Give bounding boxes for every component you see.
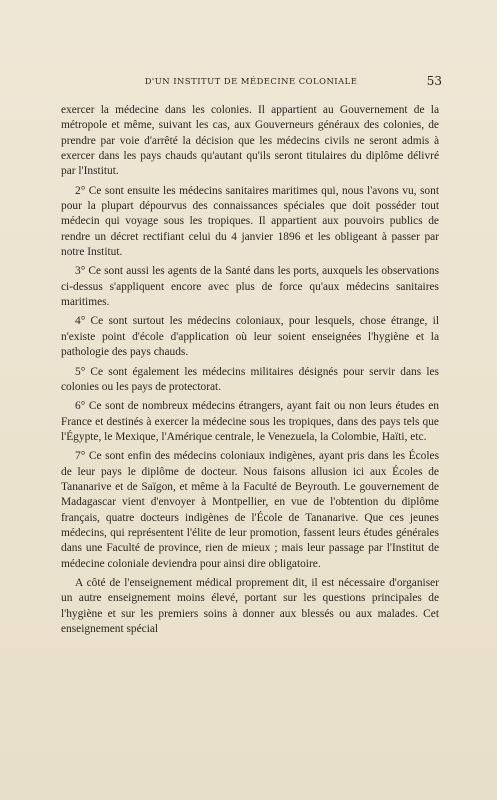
paragraph-continuation: exercer la médecine dans les colonies. Il appartient au Gouvernement de la métropole et même, suivant les cas, aux Gouverneurs généraux des colonies, de prendre par voie d'arrêté la décision que les médecins civils ne seront admis à exercer dans les pays chauds qu'autant qu'ils seront titulaires du diplôme délivré par l'Institut. <box>61 104 439 178</box>
paragraph-item-6: 6° Ce sont de nombreux médecins étrangers, ayant fait ou non leurs études en France et destinés à exercer la médecine sous les tropiques, dans des pays tels que l'Égypte, le Mexique, l'Amérique centrale, le Venezuela, la Colombie, Haïti, etc. <box>61 400 439 443</box>
paragraph-item-5: 5° Ce sont également les médecins militaires désignés pour servir dans les colonies ou les pays de protectorat. <box>61 365 439 393</box>
body-text <box>61 103 439 641</box>
running-title: D'UN INSTITUT DE MÉDECINE COLONIALE <box>144 76 358 86</box>
paragraph-teaching: A côté de l'enseignement médical proprement dit, il est nécessaire d'organiser un autre enseignement moins élevé, portant sur les questions principales de l'hygiène et sur les premiers soins à donner aux blessés ou aux malades. Cet enseignement spécial <box>61 576 439 635</box>
page-number: 53 <box>426 74 442 88</box>
paragraph-item-2: 2° Ce sont ensuite les médecins sanitaires maritimes qui, nous l'avons vu, sont pour la plupart dépourvus des connaissances spéciales que doit posséder tout médecin qui voyage sous les tropiques. Il appartient aux pouvoirs publics de rendre un décret rectifiant celui du 4 janvier 1896 et les obligeant à passer par notre Institut. <box>61 184 439 259</box>
running-head <box>60 74 442 90</box>
paragraph-item-7: 7° Ce sont enfin des médecins coloniaux indigènes, ayant pris dans les Écoles de leur pays le diplôme de docteur. Nous faisons allusion ici aux Écoles de Tananarive et de Saïgon, et même à la Faculté de Beyrouth. Le gouvernement de Madagascar vient d'envoyer à Montpellier, en vue de l'obtention du diplôme français, quatre docteurs indigènes de l'École de Tananarive. Que ces jeunes médecins, qui représentent l'élite de leur promotion, fassent leurs études générales dans une Faculté de province, rien de mieux ; mais leur passage par l'Institut de médecine coloniale deviendra pour ainsi dire obligatoire. <box>61 450 439 570</box>
paragraph-item-3: 3° Ce sont aussi les agents de la Santé dans les ports, auxquels les observations ci-dessus s'appliquent encore avec plus de force qu'aux médecins sanitaires maritimes. <box>61 265 439 309</box>
paragraph-item-4: 4° Ce sont surtout les médecins coloniaux, pour lesquels, chose étrange, il n'existe point d'école d'application où leur soient enseignées l'hygiène et la pathologie des pays chauds. <box>61 315 439 359</box>
